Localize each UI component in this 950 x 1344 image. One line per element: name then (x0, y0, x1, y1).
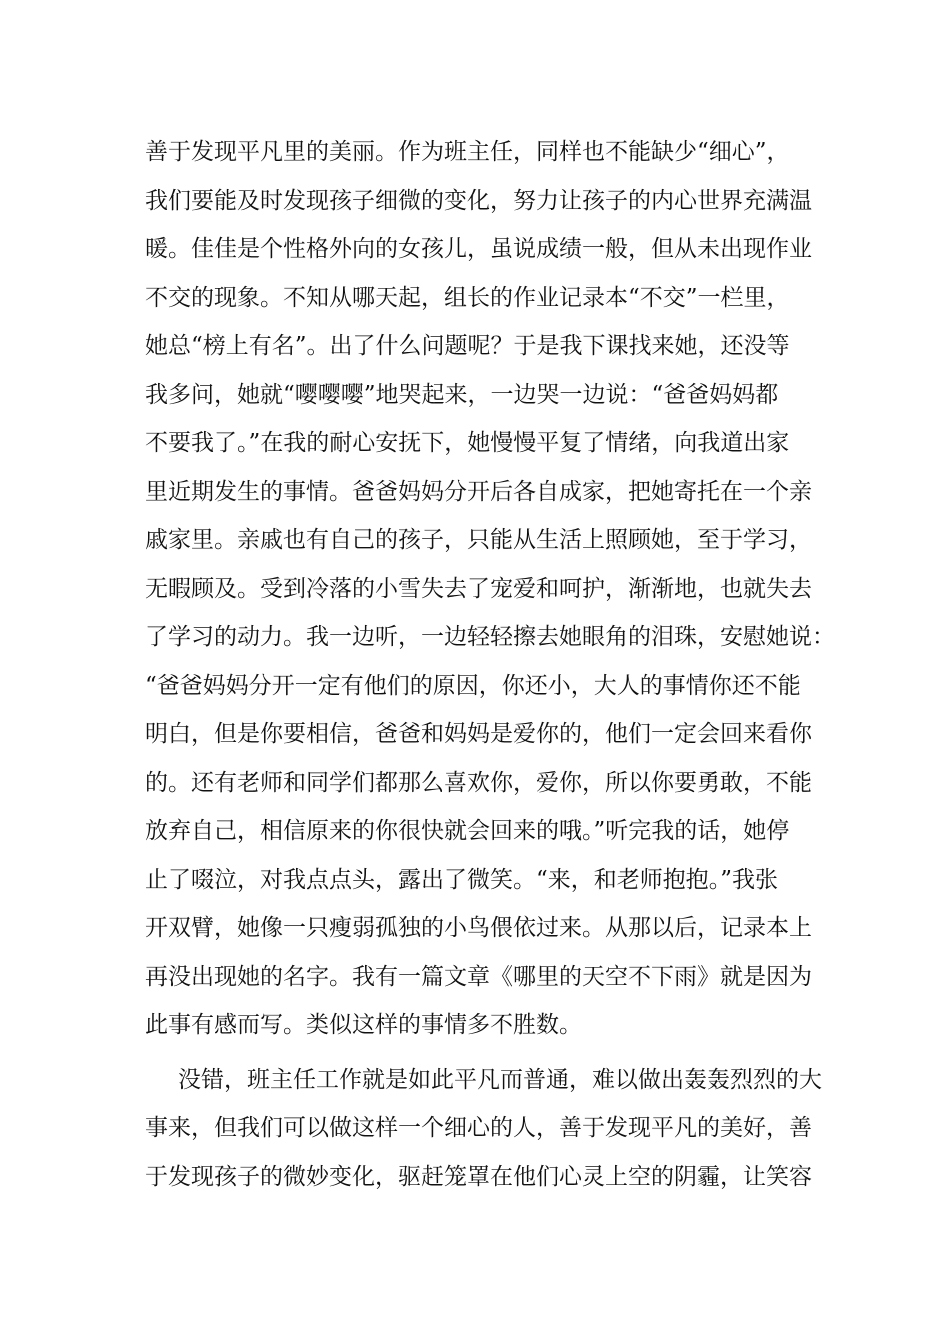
text-line: 暖。佳佳是个性格外向的女孩儿，虽说成绩一般，但从未出现作业 (145, 236, 812, 262)
text-line: 不要我了。”在我的耐心安抚下，她慢慢平复了情绪，向我道出家 (145, 430, 790, 456)
text-line: 里近期发生的事情。爸爸妈妈分开后各自成家，把她寄托在一个亲 (145, 478, 812, 505)
paragraph-1 (145, 128, 835, 1050)
text-line: 我们要能及时发现孩子细微的变化，努力让孩子的内心世界充满温 (145, 187, 812, 214)
text-line: 止了啜泣，对我点点头，露出了微笑。“来，和老师抱抱。”我张 (145, 866, 779, 893)
text-line: 我多问，她就“嘤嘤嘤”地哭起来，一边哭一边说：“爸爸妈妈都 (145, 381, 779, 408)
text-line: 没错，班主任工作就是如此平凡而普通，难以做出轰轰烈烈的大 (178, 1066, 822, 1093)
paragraph-2 (145, 1056, 825, 1202)
text-line: 于发现孩子的微妙变化，驱赶笼罩在他们心灵上空的阴霾，让笑容 (145, 1163, 812, 1190)
text-line: 不交的现象。不知从哪天起，组长的作业记录本“不交”一栏里， (145, 284, 790, 311)
body-text (145, 128, 835, 1201)
text-line: 明白，但是你要相信，爸爸和妈妈是爱你的，他们一定会回来看你 (145, 721, 812, 747)
text-line: 了学习的动力。我一边听，一边轻轻擦去她眼角的泪珠，安慰她说： (145, 624, 835, 650)
text-line: 再没出现她的名字。我有一篇文章《哪里的天空不下雨》就是因为 (145, 963, 812, 990)
text-line: 的。还有老师和同学们都那么喜欢你，爱你，所以你要勇敢，不能 (145, 769, 812, 796)
text-line: 戚家里。亲戚也有自己的孩子，只能从生活上照顾她，至于学习， (145, 527, 812, 553)
text-line: 此事有感而写。类似这样的事情多不胜数。 (145, 1012, 582, 1038)
text-line: 善于发现平凡里的美丽。作为班主任，同样也不能缺少“细心”， (145, 139, 790, 165)
text-line: 放弃自己，相信原来的你很快就会回来的哦。”听完我的话，她停 (145, 818, 790, 844)
text-line: “爸爸妈妈分开一定有他们的原因，你还小，大人的事情你还不能 (145, 672, 801, 699)
text-line: 无暇顾及。受到冷落的小雪失去了宠爱和呵护，渐渐地，也就失去 (145, 575, 812, 602)
text-line: 开双臂，她像一只瘦弱孤独的小鸟偎依过来。从那以后，记录本上 (145, 915, 812, 941)
text-line: 她总“榜上有名”。出了什么问题呢？于是我下课找来她，还没等 (145, 333, 790, 359)
text-line: 事来，但我们可以做这样一个细心的人，善于发现平凡的美好，善 (145, 1115, 812, 1141)
